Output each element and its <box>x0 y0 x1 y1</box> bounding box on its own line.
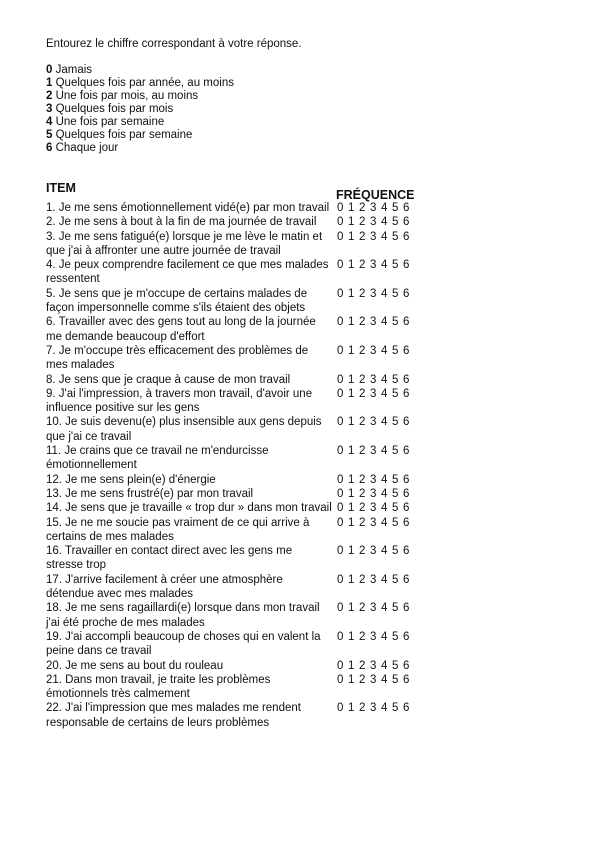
frequency-scale <box>336 516 409 530</box>
frequency-scale <box>336 701 409 715</box>
frequency-option[interactable]: 4 <box>381 659 388 672</box>
legend-number: 2 <box>46 90 53 102</box>
frequency-option[interactable]: 5 <box>392 673 399 686</box>
item-row <box>46 659 426 673</box>
frequency-option[interactable]: 3 <box>370 630 377 643</box>
frequency-option[interactable]: 5 <box>392 373 399 386</box>
item-text: 18. Je me sens ragaillardi(e) lorsque dans mon travail j'ai été proche de mes malades <box>46 602 320 629</box>
item-row <box>46 601 426 630</box>
item-text: 8. Je sens que je craque à cause de mon travail <box>46 373 291 386</box>
item-row <box>46 573 426 602</box>
frequency-option[interactable]: 2 <box>359 659 366 672</box>
item-row <box>46 415 426 444</box>
item-text: 22. J'ai l'impression que mes malades me rendent responsable de certains de leurs problèmes <box>46 702 301 729</box>
frequency-option[interactable]: 4 <box>381 316 388 329</box>
frequency-option[interactable]: 1 <box>348 602 355 615</box>
frequency-option[interactable]: 4 <box>381 416 388 429</box>
frequency-option[interactable]: 2 <box>359 545 366 558</box>
item-text: 20. Je me sens au bout du rouleau <box>46 659 224 672</box>
frequency-scale <box>336 230 409 244</box>
frequency-option[interactable]: 1 <box>348 387 355 400</box>
frequency-option[interactable]: 0 <box>337 473 344 486</box>
instructions: Entourez le chiffre correspondant à votre réponse. <box>46 38 302 50</box>
frequency-option[interactable]: 1 <box>348 373 355 386</box>
item-row <box>46 215 426 229</box>
frequency-option[interactable]: 0 <box>337 344 344 357</box>
item-text: 16. Travailler en contact direct avec les gens me stresse trop <box>46 545 293 572</box>
frequency-scale <box>336 344 409 358</box>
frequency-option[interactable]: 3 <box>370 659 377 672</box>
legend-item <box>46 116 234 129</box>
frequency-option[interactable]: 2 <box>359 573 366 586</box>
frequency-option[interactable]: 4 <box>381 602 388 615</box>
item-row <box>46 501 426 515</box>
frequency-option[interactable]: 3 <box>370 473 377 486</box>
frequency-option[interactable]: 3 <box>370 573 377 586</box>
frequency-option[interactable]: 6 <box>403 416 410 429</box>
frequency-scale <box>336 673 409 687</box>
legend-item <box>46 64 234 77</box>
frequency-option[interactable]: 4 <box>381 673 388 686</box>
frequency-option[interactable]: 6 <box>403 702 410 715</box>
frequency-option[interactable]: 2 <box>359 202 366 214</box>
item-text: 19. J'ai accompli beaucoup de choses qui en valent la peine dans ce travail <box>46 630 321 658</box>
item-row <box>46 544 426 573</box>
frequency-option[interactable]: 1 <box>348 216 355 229</box>
legend-number: 0 <box>46 64 53 76</box>
frequency-option[interactable]: 2 <box>359 630 366 643</box>
legend-item <box>46 77 234 90</box>
frequency-option[interactable]: 2 <box>359 259 366 272</box>
frequency-option[interactable]: 1 <box>348 630 355 643</box>
frequency-scale <box>336 630 409 644</box>
frequency-option[interactable]: 4 <box>381 287 388 300</box>
frequency-option[interactable]: 6 <box>403 516 410 529</box>
frequency-scale <box>336 659 409 673</box>
frequency-option[interactable]: 1 <box>348 202 355 214</box>
item-row <box>46 315 426 344</box>
frequency-option[interactable]: 2 <box>359 216 366 229</box>
frequency-option[interactable]: 3 <box>370 545 377 558</box>
frequency-option[interactable]: 0 <box>337 230 344 243</box>
frequency-option[interactable]: 4 <box>381 216 388 229</box>
frequency-scale <box>336 373 409 387</box>
frequency-option[interactable]: 6 <box>403 202 410 214</box>
frequency-option[interactable]: 5 <box>392 216 399 229</box>
frequency-option[interactable]: 5 <box>392 702 399 715</box>
frequency-scale <box>336 544 409 558</box>
frequency-option[interactable]: 1 <box>348 445 355 458</box>
frequency-option[interactable]: 5 <box>392 473 399 486</box>
frequency-option[interactable]: 5 <box>392 502 399 515</box>
item-row <box>46 473 426 487</box>
legend-label: Jamais <box>55 64 93 76</box>
frequency-option[interactable]: 2 <box>359 373 366 386</box>
frequency-scale <box>336 201 409 215</box>
frequency-option[interactable]: 5 <box>392 387 399 400</box>
item-row <box>46 373 426 387</box>
frequency-option[interactable]: 3 <box>370 373 377 386</box>
frequency-option[interactable]: 2 <box>359 487 366 500</box>
frequency-option[interactable]: 4 <box>381 202 388 214</box>
item-text: 15. Je ne me soucie pas vraiment de ce qui arrive à certains de mes malades <box>46 516 310 543</box>
frequency-scale <box>336 473 409 487</box>
item-row <box>46 516 426 545</box>
frequency-option[interactable]: 5 <box>392 230 399 243</box>
legend-item <box>46 103 234 116</box>
item-text: 9. J'ai l'impression, à travers mon travail, d'avoir une influence positive sur les gens <box>46 387 313 415</box>
item-text: 10. Je suis devenu(e) plus insensible aux gens depuis que j'ai ce travail <box>46 416 322 443</box>
frequency-option[interactable]: 5 <box>392 659 399 672</box>
item-text: 2. Je me sens à bout à la fin de ma journée de travail <box>46 216 317 229</box>
frequency-option[interactable]: 1 <box>348 573 355 586</box>
frequency-option[interactable]: 0 <box>337 287 344 300</box>
frequency-option[interactable]: 6 <box>403 287 410 300</box>
frequency-option[interactable]: 0 <box>337 216 344 229</box>
frequency-option[interactable]: 1 <box>348 473 355 486</box>
frequency-scale <box>336 258 409 272</box>
frequency-option[interactable]: 0 <box>337 259 344 272</box>
frequency-option[interactable]: 4 <box>381 630 388 643</box>
frequency-option[interactable]: 2 <box>359 416 366 429</box>
frequency-option[interactable]: 0 <box>337 416 344 429</box>
frequency-option[interactable]: 1 <box>348 344 355 357</box>
legend-label: Une fois par mois, au moins <box>55 90 199 102</box>
frequency-option[interactable]: 6 <box>403 659 410 672</box>
frequency-option[interactable]: 0 <box>337 373 344 386</box>
frequency-option[interactable]: 0 <box>337 445 344 458</box>
item-list <box>46 201 426 730</box>
frequency-option[interactable]: 3 <box>370 316 377 329</box>
frequency-option[interactable]: 0 <box>337 516 344 529</box>
frequency-option[interactable]: 3 <box>370 673 377 686</box>
frequency-option[interactable]: 2 <box>359 516 366 529</box>
item-text: 5. Je sens que je m'occupe de certains malades de façon impersonnelle comme s'ils étaient des objets <box>46 287 308 315</box>
frequency-option[interactable]: 5 <box>392 202 399 214</box>
frequency-option[interactable]: 6 <box>403 502 410 515</box>
item-row <box>46 630 426 659</box>
item-row <box>46 201 426 215</box>
frequency-option[interactable]: 3 <box>370 487 377 500</box>
frequency-option[interactable]: 6 <box>403 545 410 558</box>
frequency-option[interactable]: 6 <box>403 373 410 386</box>
frequency-option[interactable]: 4 <box>381 702 388 715</box>
frequency-option[interactable]: 5 <box>392 344 399 357</box>
frequency-option[interactable]: 6 <box>403 473 410 486</box>
frequency-option[interactable]: 2 <box>359 445 366 458</box>
item-text: 7. Je m'occupe très efficacement des problèmes de mes malades <box>46 344 309 372</box>
frequency-option[interactable]: 2 <box>359 316 366 329</box>
frequency-option[interactable]: 6 <box>403 673 410 686</box>
frequency-option[interactable]: 3 <box>370 702 377 715</box>
item-row <box>46 344 426 373</box>
item-text: 1. Je me sens émotionnellement vidé(e) par mon travail <box>46 202 330 214</box>
frequency-option[interactable]: 1 <box>348 673 355 686</box>
frequency-option[interactable]: 1 <box>348 487 355 500</box>
frequency-option[interactable]: 1 <box>348 259 355 272</box>
frequency-option[interactable]: 2 <box>359 344 366 357</box>
item-row <box>46 258 426 287</box>
frequency-scale <box>336 573 409 587</box>
item-row <box>46 444 426 473</box>
item-text: 3. Je me sens fatigué(e) lorsque je me lève le matin et que j'ai à affronter une autre journée de travail <box>46 230 323 257</box>
frequency-option[interactable]: 2 <box>359 702 366 715</box>
frequency-scale <box>336 415 409 429</box>
frequency-option[interactable]: 0 <box>337 659 344 672</box>
item-row <box>46 387 426 416</box>
frequency-option[interactable]: 4 <box>381 344 388 357</box>
frequency-option[interactable]: 5 <box>392 630 399 643</box>
frequency-option[interactable]: 6 <box>403 316 410 329</box>
frequency-option[interactable]: 0 <box>337 573 344 586</box>
item-text: 4. Je peux comprendre facilement ce que mes malades ressentent <box>46 259 329 286</box>
frequency-option[interactable]: 4 <box>381 573 388 586</box>
frequency-option[interactable]: 4 <box>381 259 388 272</box>
frequency-option[interactable]: 4 <box>381 387 388 400</box>
frequency-option[interactable]: 5 <box>392 416 399 429</box>
frequency-option[interactable]: 5 <box>392 316 399 329</box>
frequency-option[interactable]: 6 <box>403 602 410 615</box>
frequency-option[interactable]: 3 <box>370 445 377 458</box>
frequency-option[interactable]: 6 <box>403 445 410 458</box>
item-text: 12. Je me sens plein(e) d'énergie <box>46 473 216 486</box>
frequency-scale <box>336 487 409 501</box>
item-text: 11. Je crains que ce travail ne m'endurcisse émotionnellement <box>46 445 269 472</box>
frequency-option[interactable]: 6 <box>403 487 410 500</box>
legend-label: Quelques fois par semaine <box>55 129 193 141</box>
frequency-option[interactable]: 1 <box>348 702 355 715</box>
frequency-option[interactable]: 3 <box>370 202 377 214</box>
frequency-option[interactable]: 1 <box>348 545 355 558</box>
frequency-option[interactable]: 2 <box>359 387 366 400</box>
frequency-option[interactable]: 3 <box>370 516 377 529</box>
legend-number: 5 <box>46 129 53 141</box>
legend-item <box>46 142 234 155</box>
frequency-option[interactable]: 0 <box>337 316 344 329</box>
frequency-option[interactable]: 5 <box>392 445 399 458</box>
frequency-option[interactable]: 3 <box>370 216 377 229</box>
item-text: 6. Travailler avec des gens tout au long de la journée me demande beaucoup d'effort <box>46 316 316 343</box>
frequency-option[interactable]: 4 <box>381 373 388 386</box>
frequency-option[interactable]: 3 <box>370 602 377 615</box>
item-row <box>46 230 426 259</box>
frequency-scale <box>336 287 409 301</box>
frequency-option[interactable]: 0 <box>337 702 344 715</box>
frequency-option[interactable]: 1 <box>348 516 355 529</box>
frequency-option[interactable]: 5 <box>392 545 399 558</box>
frequency-option[interactable]: 3 <box>370 387 377 400</box>
frequency-scale <box>336 387 409 401</box>
frequency-scale <box>336 444 409 458</box>
frequency-option[interactable]: 3 <box>370 344 377 357</box>
frequency-option[interactable]: 0 <box>337 673 344 686</box>
frequency-option[interactable]: 5 <box>392 516 399 529</box>
frequency-option[interactable]: 2 <box>359 287 366 300</box>
frequency-option[interactable]: 0 <box>337 202 344 214</box>
frequency-option[interactable]: 5 <box>392 573 399 586</box>
frequency-option[interactable]: 4 <box>381 545 388 558</box>
frequency-option[interactable]: 4 <box>381 473 388 486</box>
frequency-option[interactable]: 4 <box>381 502 388 515</box>
frequency-option[interactable]: 5 <box>392 602 399 615</box>
item-row <box>46 487 426 501</box>
item-text: 14. Je sens que je travaille « trop dur » dans mon travail <box>46 502 332 515</box>
legend-item <box>46 129 234 142</box>
item-column-header: ITEM <box>46 181 76 195</box>
frequency-option[interactable]: 0 <box>337 630 344 643</box>
frequency-option[interactable]: 2 <box>359 673 366 686</box>
item-text: 13. Je me sens frustré(e) par mon travail <box>46 487 254 500</box>
legend-label: Une fois par semaine <box>55 116 165 128</box>
legend-number: 6 <box>46 142 53 154</box>
frequency-scale <box>336 215 409 229</box>
frequency-option[interactable]: 5 <box>392 259 399 272</box>
frequency-option[interactable]: 4 <box>381 487 388 500</box>
frequency-legend <box>46 64 234 155</box>
frequency-option[interactable]: 6 <box>403 630 410 643</box>
frequency-option[interactable]: 1 <box>348 502 355 515</box>
frequency-option[interactable]: 3 <box>370 416 377 429</box>
frequency-option[interactable]: 0 <box>337 487 344 500</box>
frequency-option[interactable]: 5 <box>392 287 399 300</box>
frequency-option[interactable]: 1 <box>348 659 355 672</box>
frequency-option[interactable]: 2 <box>359 230 366 243</box>
frequency-option[interactable]: 6 <box>403 230 410 243</box>
legend-item <box>46 90 234 103</box>
item-row <box>46 287 426 316</box>
frequency-scale <box>336 315 409 329</box>
legend-number: 3 <box>46 103 53 115</box>
frequency-option[interactable]: 3 <box>370 230 377 243</box>
frequency-option[interactable]: 2 <box>359 602 366 615</box>
frequency-option[interactable]: 2 <box>359 502 366 515</box>
legend-number: 1 <box>46 77 53 89</box>
frequency-option[interactable]: 1 <box>348 316 355 329</box>
legend-label: Chaque jour <box>55 142 119 154</box>
frequency-column-header: FRÉQUENCE <box>336 188 415 202</box>
frequency-option[interactable]: 1 <box>348 416 355 429</box>
frequency-option[interactable]: 0 <box>337 502 344 515</box>
frequency-option[interactable]: 3 <box>370 259 377 272</box>
frequency-option[interactable]: 0 <box>337 545 344 558</box>
frequency-option[interactable]: 6 <box>403 573 410 586</box>
frequency-option[interactable]: 2 <box>359 473 366 486</box>
frequency-option[interactable]: 5 <box>392 487 399 500</box>
frequency-option[interactable]: 0 <box>337 602 344 615</box>
frequency-scale <box>336 601 409 615</box>
frequency-option[interactable]: 6 <box>403 344 410 357</box>
frequency-option[interactable]: 4 <box>381 445 388 458</box>
frequency-option[interactable]: 6 <box>403 216 410 229</box>
item-text: 21. Dans mon travail, je traite les problèmes émotionnels très calmement <box>46 673 271 701</box>
legend-label: Quelques fois par année, au moins <box>55 77 234 89</box>
item-text: 17. J'arrive facilement à créer une atmosphère détendue avec mes malades <box>46 573 283 601</box>
item-row <box>46 701 426 730</box>
item-row <box>46 673 426 702</box>
frequency-option[interactable]: 1 <box>348 230 355 243</box>
frequency-option[interactable]: 6 <box>403 387 410 400</box>
legend-label: Quelques fois par mois <box>55 103 174 115</box>
frequency-option[interactable]: 1 <box>348 287 355 300</box>
frequency-option[interactable]: 6 <box>403 259 410 272</box>
frequency-option[interactable]: 4 <box>381 516 388 529</box>
frequency-scale <box>336 501 409 515</box>
frequency-option[interactable]: 4 <box>381 230 388 243</box>
frequency-option[interactable]: 0 <box>337 387 344 400</box>
legend-number: 4 <box>46 116 53 128</box>
frequency-option[interactable]: 3 <box>370 502 377 515</box>
frequency-option[interactable]: 3 <box>370 287 377 300</box>
